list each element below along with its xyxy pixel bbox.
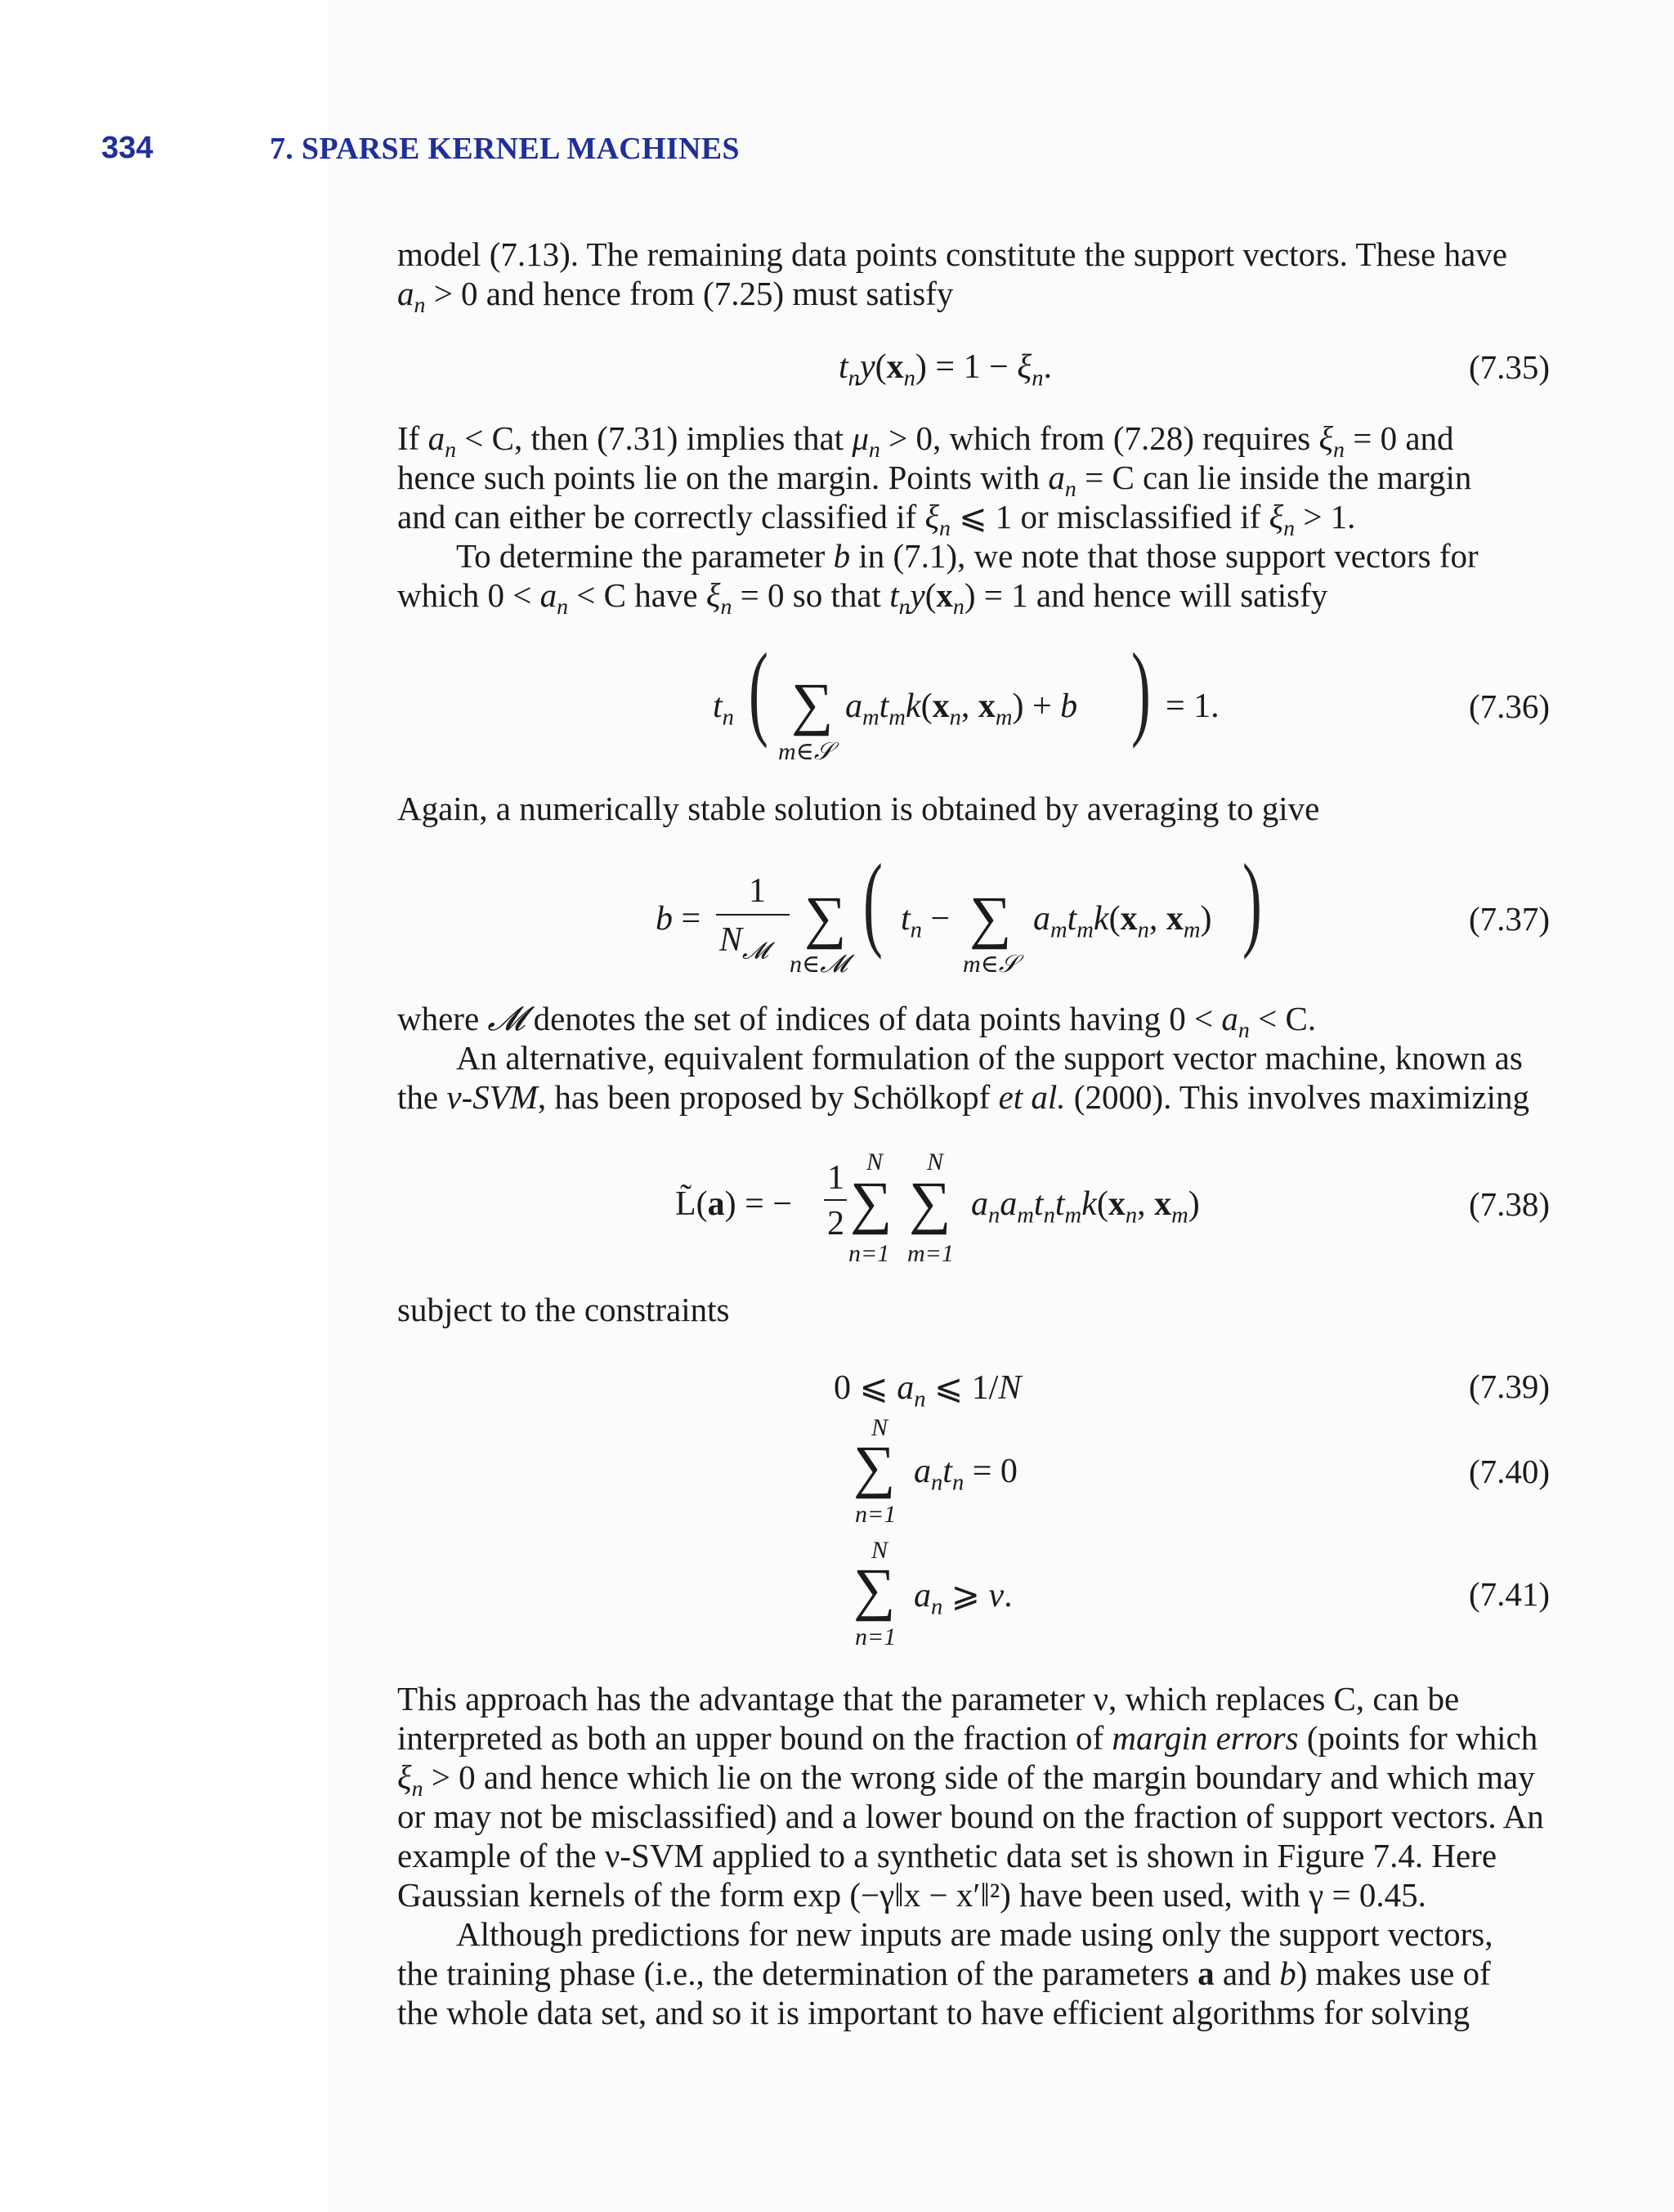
running-header — [0, 131, 1674, 180]
equation-7-35 — [397, 347, 1550, 392]
equation-number: (7.40) — [1468, 1453, 1550, 1490]
equation-7-36: $t_n$ ( ∑ m∈𝒮 $a_mt_mk(x_n$, $x_m) + b$ ) = 1. (7.36) — [713, 632, 1550, 766]
paragraph-4: Again, a numerically stable solution is obtained by averaging to give — [397, 790, 1320, 827]
equation-7-38: L̃(a) = − 1 2 N ∑ n=1 N ∑ m=1 $a_na_mt_nt_mk(x_n$, $x_m$) (7.38) — [675, 1149, 1550, 1267]
equation-number: (7.39) — [1468, 1368, 1550, 1405]
paragraph-8: This approach has the advantage that the parameter ν, which replaces C, can be interpreted as both an upper bound on the fraction of margin errors (points for which $\xi_n > 0$ and hence which lie on the wrong side of the margin boundary and which may or may not be misclassified) and a lower bound on the fraction of support vectors. An example of the ν-SVM applied to a synthetic data set is shown in Figure 7.4. Here Gaussian kernels of the form exp (−γ‖x − x′‖²) have been used, with γ = 0.45. Although predictions for new inputs are made using only the support vectors, the training phase (i.e., the determination of the parameters a and b) makes use of the whole data set, and so it is important to have efficient algorithms for solving — [397, 1680, 1544, 2031]
equation-7-40: N ∑ n=1 $a_nt_n = 0$ (7.40) — [853, 1414, 1550, 1528]
equation-body: $t_ny(x_n) = 1 - \xi_n$. — [839, 348, 1053, 392]
page-number: 334 — [101, 131, 154, 165]
equation-number: (7.36) — [1468, 687, 1550, 725]
chapter-title: 7. SPARSE KERNEL MACHINES — [270, 132, 740, 166]
equation-number: (7.38) — [1468, 1185, 1550, 1223]
paragraph-1: model (7.13). The remaining data points constitute the support vectors. These have $a_n > 0$ and hence from (7.25) must satisfy — [397, 235, 1507, 319]
paragraph-2: If $a_n < C$, then (7.31) implies that $\mu_n > 0$, which from (7.28) requires $\xi_n = 0$ and hence such points lie on the margin. Points with $a_n = C$ can lie inside the margin and can either be correctly classified if $\xi_n$ ⩽ 1 or misclassified if $\xi_n > 1$. To determine the parameter b in (7.1), we note that those support vectors for which $0 < a_n < C$ have $\xi_n = 0$ so that $t_ny(x_n) = 1$ and hence will satisfy — [397, 419, 1479, 620]
equation-number: (7.37) — [1468, 900, 1550, 938]
equation-number: (7.41) — [1468, 1575, 1550, 1613]
equation-7-39: 0 ⩽ $a_n$ ⩽ 1/N (7.39) — [834, 1368, 1550, 1413]
paragraph-5: where 𝓜 denotes the set of indices of data points having $0 < a_n < C$. An alternative, equivalent formulation of the support vector machine, known as the ν-SVM, has been proposed by Schölkopf et al. (2000). This involves maximizing — [397, 999, 1530, 1116]
equation-number: (7.35) — [1468, 348, 1550, 386]
equation-7-41: N ∑ n=1 $a_n$ ⩾ ν. (7.41) — [853, 1537, 1550, 1650]
paragraph-7: subject to the constraints — [397, 1291, 730, 1328]
equation-7-37: b = 1 $N_𝓜$ ∑ n∈𝓜 ( $t_n$ − ∑ m∈𝒮 $a_mt_mk(x_n$, $x_m$) ) (7.37) — [656, 843, 1550, 978]
